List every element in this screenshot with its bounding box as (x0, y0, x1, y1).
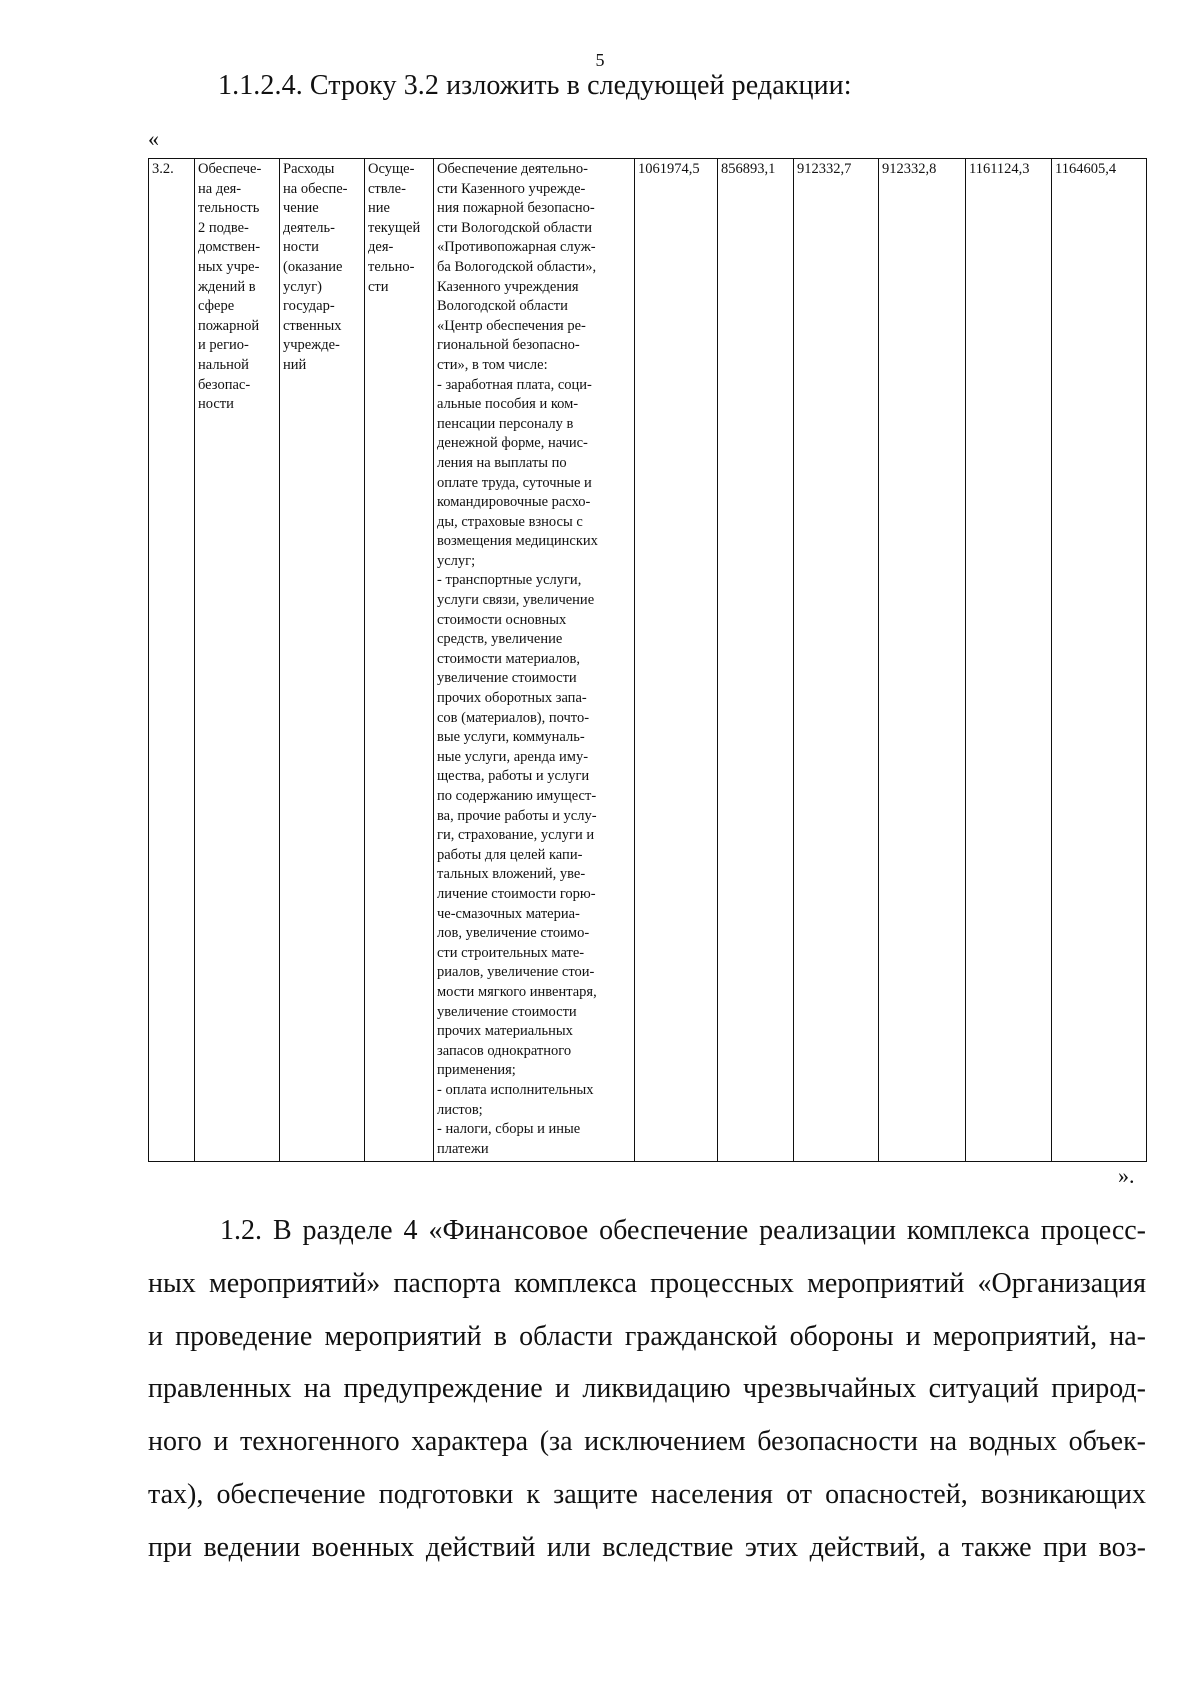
cell-line: работы для целей капи- (437, 846, 583, 863)
amendment-heading: 1.1.2.4. Строку 3.2 изложить в следующей редакции: (218, 70, 852, 101)
cell-line: тельность (198, 200, 260, 217)
cell-line: - налоги, сборы и иные (437, 1121, 581, 1138)
cell-line: применения; (437, 1062, 516, 1079)
value-6: 1164605,4 (1055, 161, 1117, 177)
value-1: 1061974,5 (638, 161, 700, 177)
cell-line: запасов однократного (437, 1042, 572, 1059)
cell-line: на обеспе- (283, 180, 348, 197)
paragraph-line: при ведении военных действий или вследствие этих действий, а также при воз- (148, 1531, 1146, 1563)
cell-line: ности (198, 396, 234, 413)
paragraph-line: ных мероприятий» паспорта комплекса процессных мероприятий «Организация (148, 1267, 1146, 1299)
cell-line: дея- (368, 239, 394, 256)
cell-line: лов, увеличение стоимо- (437, 925, 590, 942)
cell-line: Обеспечение деятельно- (437, 161, 588, 177)
cell-line: тельно- (368, 258, 415, 275)
cell-line: увеличение стоимости (437, 1003, 577, 1020)
cell-line: вые услуги, коммуналь- (437, 729, 585, 746)
value-cell-6 (1052, 159, 1147, 1162)
activity-name-cell (195, 159, 280, 1162)
cell-line: услуги связи, увеличение (437, 592, 595, 609)
cell-line: прочих материальных (437, 1023, 573, 1040)
cell-line: нальной (198, 356, 249, 373)
table-row (149, 159, 1147, 1162)
opening-quote: « (148, 126, 159, 151)
cell-line: средств, увеличение (437, 631, 563, 648)
value-cell-2 (718, 159, 794, 1162)
paragraph-line: 1.2. В разделе 4 «Финансовое обеспечение реализации комплекса процесс- (220, 1215, 1146, 1246)
value-cell-5 (966, 159, 1052, 1162)
cell-line: увеличение стоимости (437, 670, 577, 687)
value-cell-4 (879, 159, 966, 1162)
cell-line: «Центр обеспечения ре- (437, 317, 586, 334)
cell-line: возмещения медицинских (437, 533, 598, 550)
cell-line: платежи (437, 1140, 489, 1157)
cell-line: сов (материалов), почто- (437, 709, 590, 726)
cell-line: по содержанию имущест- (437, 788, 597, 804)
cell-line: командировочные расхо- (437, 494, 591, 511)
cell-line: - заработная плата, соци- (437, 376, 592, 393)
cell-line: ний (283, 356, 307, 373)
cell-line: ва, прочие работы и услу- (437, 807, 597, 824)
cell-line: Осуще- (368, 161, 415, 177)
cell-line: (оказание (283, 258, 343, 275)
cell-line: сти Вологодской области (437, 219, 593, 236)
cell-line: Вологодской области (437, 298, 568, 315)
cell-line: оплате труда, суточные и (437, 474, 592, 491)
cell-line: учрежде- (283, 337, 340, 354)
cell-line: ные услуги, аренда иму- (437, 748, 589, 765)
value-5: 1161124,3 (969, 161, 1030, 177)
cell-line: гиональной безопасно- (437, 337, 580, 354)
cell-line: пожарной (198, 317, 260, 334)
body-paragraph (148, 1205, 1146, 1575)
cell-line: листов; (437, 1101, 483, 1118)
cell-line: денежной форме, начис- (437, 435, 588, 452)
activity-kind-cell (365, 159, 434, 1162)
cell-line: ния пожарной безопасно- (437, 200, 595, 217)
cell-line: мости мягкого инвентаря, (437, 983, 597, 1000)
cell-line: деятель- (283, 219, 335, 236)
cell-line: стоимости основных (437, 611, 567, 628)
cell-line: альные пособия и ком- (437, 396, 579, 413)
value-2: 856893,1 (721, 161, 776, 177)
paragraph-line: тах), обеспечение подготовки к защите населения от опасностей, возникающих (148, 1478, 1146, 1510)
cell-line: - транспортные услуги, (437, 572, 582, 589)
cell-line: домствен- (198, 239, 261, 256)
cell-line: Расходы (283, 161, 335, 177)
cell-line: текущей (368, 219, 421, 236)
cell-line: ги, страхование, услуги и (437, 827, 595, 844)
description-text (437, 160, 632, 1159)
value-cell-1 (635, 159, 718, 1162)
cell-line: стоимости материалов, (437, 650, 580, 667)
cell-line: ба Вологодской области», (437, 258, 597, 275)
expense-type-text (283, 160, 362, 376)
cell-line: ствле- (368, 180, 406, 197)
cell-line: сфере (198, 298, 235, 315)
cell-line: ности (283, 239, 319, 256)
cell-line: государ- (283, 298, 335, 315)
closing-quote: ». (1118, 1163, 1135, 1188)
cell-line: прочих оборотных запа- (437, 690, 587, 707)
amendment-table (148, 158, 1147, 1162)
row-number: 3.2. (152, 161, 174, 177)
cell-line: безопас- (198, 376, 251, 393)
value-4: 912332,8 (882, 161, 937, 177)
cell-line: 2 подве- (198, 219, 249, 236)
expense-type-cell (280, 159, 365, 1162)
cell-line: сти (368, 278, 389, 295)
cell-line: Обеспече- (198, 161, 262, 177)
cell-line: ственных (283, 317, 342, 334)
cell-line: личение стоимости горю- (437, 885, 596, 902)
cell-line: риалов, увеличение стои- (437, 964, 595, 981)
cell-line: че-смазочных материа- (437, 905, 580, 922)
cell-line: сти Казенного учрежде- (437, 180, 586, 197)
cell-line: ных учре- (198, 258, 260, 275)
cell-line: пенсации персоналу в (437, 415, 574, 432)
cell-line: сти строительных мате- (437, 944, 585, 961)
cell-line: на дея- (198, 180, 242, 197)
paragraph-line: правленных на предупреждение и ликвидацию чрезвычайных ситуаций природ- (148, 1373, 1146, 1405)
value-cell-3 (794, 159, 879, 1162)
cell-line: ления на выплаты по (437, 454, 567, 471)
cell-line: «Противопожарная служ- (437, 239, 596, 256)
cell-line: и регио- (198, 337, 249, 354)
activity-kind-text (368, 160, 431, 297)
activity-name-text (198, 160, 277, 415)
row-number-cell (149, 159, 195, 1162)
cell-line: щества, работы и услуги (437, 768, 590, 785)
cell-line: сти», в том числе: (437, 356, 548, 373)
paragraph-line: ного и техногенного характера (за исключением безопасности на водных объек- (148, 1426, 1146, 1458)
cell-line: ждений в (198, 278, 256, 295)
paragraph-line: и проведение мероприятий в области гражданской обороны и мероприятий, на- (148, 1320, 1146, 1352)
page-number: 5 (595, 50, 605, 70)
cell-line: услуг; (437, 552, 476, 569)
cell-line: ние (368, 200, 390, 217)
cell-line: чение (283, 200, 319, 217)
cell-line: услуг) (283, 278, 322, 295)
cell-line: Казенного учреждения (437, 278, 579, 295)
cell-line: ды, страховые взносы с (437, 513, 583, 530)
description-cell (434, 159, 635, 1162)
cell-line: тальных вложений, уве- (437, 866, 586, 883)
value-3: 912332,7 (797, 161, 852, 177)
cell-line: - оплата исполнительных (437, 1081, 594, 1098)
